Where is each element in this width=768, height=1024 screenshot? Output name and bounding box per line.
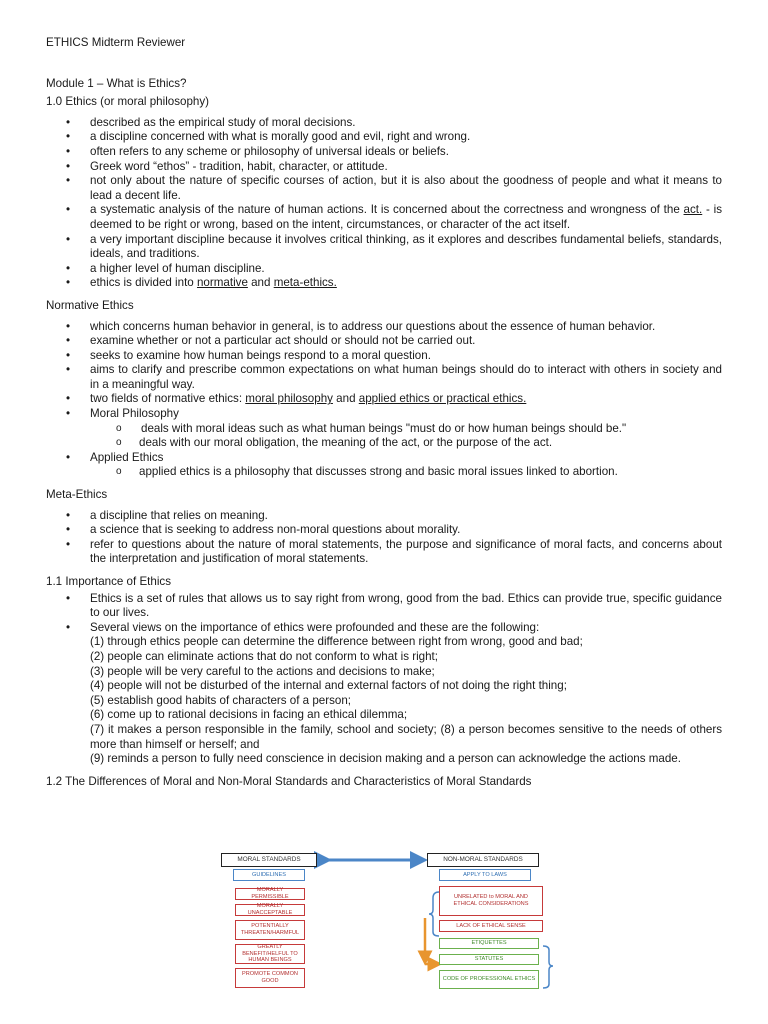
text: and xyxy=(247,276,274,290)
list-item: • refer to questions about the nature of moral statements, the purpose and significance of moral facts, and concerns about the interpretation and justification of moral statements. xyxy=(46,538,722,567)
text: - is deemed to be right or wrong, based on the intent, circumstances, or character of the act itself. xyxy=(90,203,722,231)
list-item: • a discipline concerned with what is morally good and evil, right and wrong. xyxy=(46,130,722,145)
list-item: • often refers to any scheme or philosophy of universal ideals or beliefs. xyxy=(46,145,722,160)
sub-list-item: o applied ethics is a philosophy that discusses strong and basic moral issues linked to abortion. xyxy=(46,465,722,480)
bracket-right xyxy=(543,946,553,988)
nonmoral-item-etiquettes: ETIQUETTES xyxy=(439,938,539,949)
importance-list xyxy=(46,592,722,767)
underlined-term: act. xyxy=(683,203,703,217)
list-item: • a higher level of human discipline. xyxy=(46,262,722,277)
moral-item-benefit: GREATLY BENEFIT/HELFUL TO HUMAN BEINGS xyxy=(235,944,305,964)
underlined-term: moral philosophy xyxy=(245,392,333,406)
list-item: • a very important discipline because it involves critical thinking, as it explores and describes fundamental beliefs, standards, ideals, and traditions. xyxy=(46,233,722,262)
moral-item-harmful: POTENTIALLY THREATEN/HARMFUL xyxy=(235,920,305,940)
sub-list-item: o deals with our moral obligation, the meaning of the act, or the purpose of the act. xyxy=(46,436,722,451)
list-item: • Applied Ethics xyxy=(46,451,722,466)
ethics-list xyxy=(46,116,722,291)
list-item: • seeks to examine how human beings respond to a moral question. xyxy=(46,349,722,364)
document-body xyxy=(46,36,722,795)
list-item xyxy=(46,203,722,232)
moral-item-common-good: PROMOTE COMMON GOOD xyxy=(235,968,305,988)
standards-diagram xyxy=(207,850,557,992)
moral-item-permissible: MORALLY PERMISSIBLE xyxy=(235,888,305,900)
list-item: • a science that is seeking to address non-moral questions about morality. xyxy=(46,523,722,538)
numbered-point: (9) reminds a person to fully need conscience in decision making and a person can acknowledge the actions made. xyxy=(90,752,681,766)
section-heading-ethics: 1.0 Ethics (or moral philosophy) xyxy=(46,95,210,109)
underlined-term: meta-ethics. xyxy=(273,276,337,290)
nonmoral-item-code-ethics: CODE OF PROFESSIONAL ETHICS xyxy=(439,970,539,989)
numbered-point: (7) it makes a person responsible in the family, school and society; (8) a person becomes sensitive to the needs of others more than himself or herself; and xyxy=(90,722,722,751)
underlined-term: applied ethics or practical ethics. xyxy=(358,392,527,406)
list-item: • Moral Philosophy xyxy=(46,407,722,422)
section-heading-meta: Meta-Ethics xyxy=(46,488,108,502)
moral-standards-title: MORAL STANDARDS xyxy=(221,853,317,867)
bracket-left xyxy=(429,892,439,936)
text: two fields of normative ethics: xyxy=(90,392,246,406)
list-item: • not only about the nature of specific courses of action, but it is also about the goodness of people and what it means to lead a decent life. xyxy=(46,174,722,203)
moral-item-guidelines: GUIDELINES xyxy=(233,869,305,881)
section-heading-importance: 1.1 Importance of Ethics xyxy=(46,575,172,588)
nonmoral-standards-title: NON-MORAL STANDARDS xyxy=(427,853,539,867)
text: and xyxy=(332,392,359,406)
sub-list-item: o deals with moral ideas such as what human beings "must do or how human beings should be." xyxy=(46,422,722,437)
text: • Several views on the importance of ethics were profounded and these are the following: xyxy=(90,620,540,634)
list-item: • Ethics is a set of rules that allows us to say right from wrong, good from the bad. Ethics can provide true, specific guidance to our lives. xyxy=(46,592,722,621)
numbered-point: (6) come up to rational decisions in facing an ethical dilemma; xyxy=(90,708,408,722)
text: a systematic analysis of the nature of human actions. It is concerned about the correctness and wrongness of the xyxy=(90,203,684,217)
numbered-point: (1) through ethics people can determine the difference between right from wrong, good and bad; xyxy=(90,635,583,649)
moral-item-unacceptable: MORALLY UNACCEPTABLE xyxy=(235,904,305,916)
list-item xyxy=(46,392,722,407)
numbered-point: (4) people will not be disturbed of the internal and external factors of not doing the right thing; xyxy=(90,679,567,693)
module-title: Module 1 – What is Ethics? xyxy=(46,76,187,90)
nonmoral-item-unrelated: UNRELATED to MORAL AND ETHICAL CONSIDERATIONS xyxy=(439,886,543,916)
list-item: • a discipline that relies on meaning. xyxy=(46,509,722,524)
nonmoral-item-statutes: STATUTES xyxy=(439,954,539,965)
list-item: • Greek word “ethos” - tradition, habit, character, or attitude. xyxy=(46,160,722,175)
list-item xyxy=(46,621,722,767)
numbered-point: (5) establish good habits of characters of a person; xyxy=(90,693,352,707)
section-heading-normative: Normative Ethics xyxy=(46,298,134,312)
section-heading-standards: 1.2 The Differences of Moral and Non-Moral Standards and Characteristics of Moral Standards xyxy=(46,774,532,788)
normative-list xyxy=(46,320,722,481)
text: ethics is divided into xyxy=(90,276,197,290)
list-item xyxy=(46,276,722,291)
meta-list xyxy=(46,509,722,567)
nonmoral-item-lack-sense: LACK OF ETHICAL SENSE xyxy=(439,920,543,932)
list-item: • described as the empirical study of moral decisions. xyxy=(46,116,722,131)
list-item: • which concerns human behavior in general, is to address our questions about the essence of human behavior. xyxy=(46,320,722,335)
underlined-term: normative xyxy=(196,276,248,290)
numbered-point: (3) people will be very careful to the actions and decisions to make; xyxy=(90,664,435,678)
list-item: • aims to clarify and prescribe common expectations on what human beings should do to interact with others in society and in a meaningful way. xyxy=(46,363,722,392)
nonmoral-item-laws: APPLY TO LAWS xyxy=(439,869,531,881)
list-item: • examine whether or not a particular act should or should not be carried out. xyxy=(46,334,722,349)
document-title: ETHICS Midterm Reviewer xyxy=(46,36,186,49)
numbered-point: (2) people can eliminate actions that do not conform to what is right; xyxy=(90,649,438,663)
